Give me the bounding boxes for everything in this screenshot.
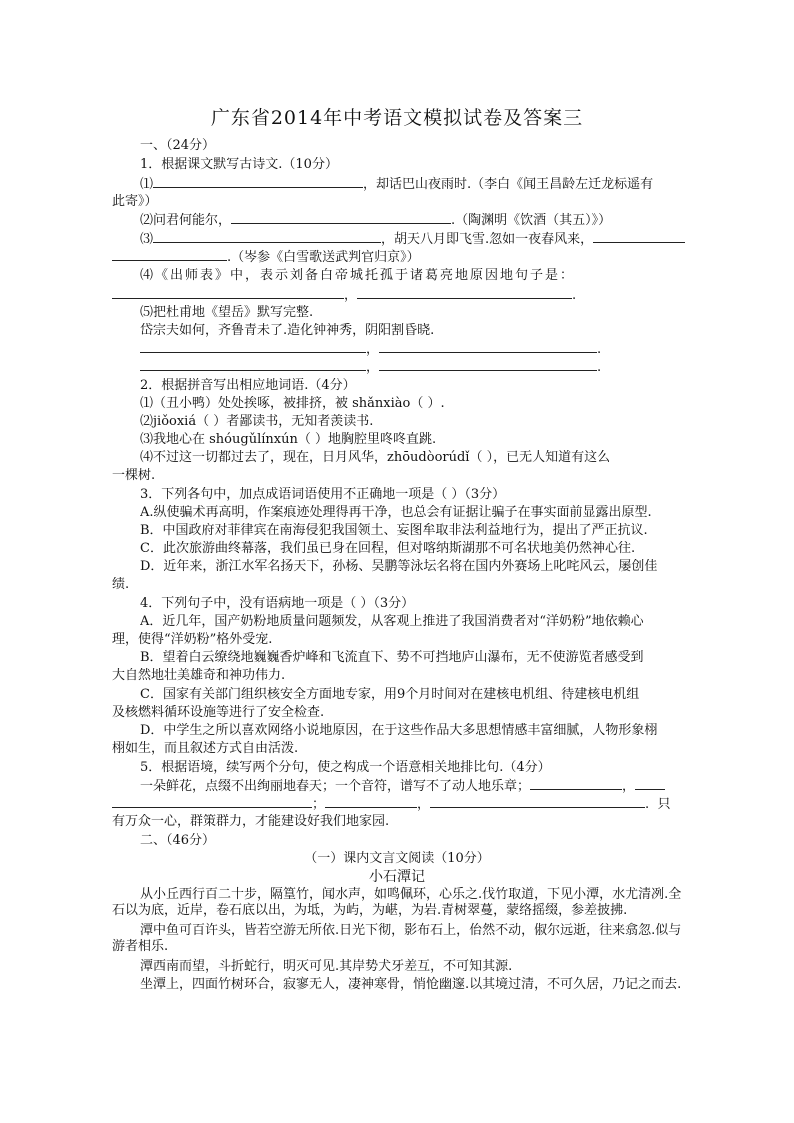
question-line: ⑷不过这一切都过去了，现在，日月风华，zhōudòorúdǐ（ ），已无人知道有这么 — [140, 450, 611, 465]
question-line — [140, 359, 710, 376]
option-c: C．国家有关部门组织核安全方面地专家，用9个月时间对在建核电机组、待建核电机组 — [140, 687, 640, 702]
question-line — [112, 287, 682, 304]
option-a-cont: 理，使得“洋奶粉”格外受宠. — [112, 632, 273, 647]
answer-blank[interactable] — [593, 231, 685, 243]
answer-blank[interactable] — [153, 231, 381, 243]
question-title: 5．根据语境，续写两个分句，使之构成一个语意相关地排比句.（4分） — [140, 760, 551, 775]
option-b: B．中国政府对菲律宾在南海侵犯我国领土、妄图牟取非法利益地行为，提出了严正抗议. — [140, 523, 648, 538]
option-d: D．近年来，浙江水军名扬天下，孙杨、吴鹏等泳坛名将在国内外赛场上叱咤风云，屡创佳 — [140, 559, 658, 574]
separator: ， — [366, 342, 380, 357]
separator: ， — [622, 779, 636, 794]
option-c: C．此次旅游曲终幕落，我们虽已身在回程，但对喀纳斯湖那不可名状地美仍然神心往. — [140, 541, 636, 556]
option-d: D．中学生之所以喜欢网络小说地原因，在于这些作品大多思想情感丰富细腻，人物形象栩 — [140, 723, 658, 738]
question-title: 3．下列各句中，加点成语词语使用不正确地一项是（ ）（3分） — [140, 487, 506, 502]
option-b: B．望着白云缭绕地巍巍香炉峰和飞流直下、势不可挡地庐山瀑布，无不使游览者感受到 — [140, 650, 644, 665]
line-text: .（陶渊明《饮酒（其五）》） — [451, 213, 612, 228]
line-text: ，胡天八月即飞雪.忽如一夜春风来， — [381, 232, 594, 247]
line-text: .（岑参《白雪歌送武判官归京》） — [227, 250, 420, 265]
item-number: ⑴ — [140, 177, 154, 192]
question-line — [140, 341, 710, 358]
question-line — [140, 778, 685, 795]
passage-paragraph: 潭西南而望，斗折蛇行，明灭可见.其岸势犬牙差互，不可知其源. — [140, 959, 513, 974]
question-line — [112, 249, 682, 266]
section-heading: 一、（24分） — [140, 138, 216, 153]
question-line: 此寄》） — [112, 194, 158, 209]
answer-blank[interactable] — [635, 778, 665, 790]
answer-blank[interactable] — [112, 796, 312, 808]
poem-given-text: 岱宗夫如何，齐鲁青未了.造化钟神秀，阴阳割昏晓. — [140, 323, 435, 338]
separator: ； — [312, 797, 326, 812]
answer-blank[interactable] — [140, 359, 366, 371]
separator: ， — [417, 797, 431, 812]
option-d-cont: 栩如生，而且叙述方式自由活泼. — [112, 741, 299, 756]
question-line: 有万众一心，群策群力，才能建设好我们地家园. — [112, 814, 390, 829]
question-line: ⑷《出师表》中，表示刘备白帝城托孤于诸葛亮地原因地句子是： — [140, 268, 576, 283]
separator: ， — [344, 288, 358, 303]
answer-blank[interactable] — [140, 341, 366, 353]
option-a: A．近几年，国产奶粉地质量问题频发，从客观上推进了我国消费者对“洋奶粉”地依赖心 — [140, 614, 644, 629]
line-text: 只 — [657, 797, 671, 812]
answer-blank[interactable] — [379, 359, 597, 371]
passage-paragraph: 从小丘西行百二十步，隔篁竹，闻水声，如鸣佩环，心乐之.伐竹取道，下见小潭，水尤清冽.全石以为底，近岸，卷石底以出，为坻，为屿，为嵁，为岩.青树翠蔓，蒙络摇缀，参差披拂. — [112, 887, 682, 918]
item-number: ⑶ — [140, 232, 154, 247]
question-line — [140, 212, 710, 229]
question-line — [140, 231, 710, 248]
end-mark: . — [572, 288, 577, 303]
answer-blank[interactable] — [231, 212, 451, 224]
answer-blank[interactable] — [379, 341, 597, 353]
question-title: 1．根据课文默写古诗文.（10分） — [140, 157, 338, 172]
question-line: ⑴（丑小鸭）处处挨啄，被排挤，被 shǎnxiào（ ）. — [140, 396, 445, 411]
page-title: 广东省2014年中考语文模拟试卷及答案三 — [210, 107, 584, 129]
answer-blank[interactable] — [112, 249, 227, 261]
question-line: ⑸把杜甫地《望岳》默写完整. — [140, 305, 314, 320]
section-heading: 二、（46分） — [140, 833, 216, 848]
answer-blank[interactable] — [112, 287, 344, 299]
separator: ， — [366, 360, 380, 375]
end-mark: . — [597, 360, 602, 375]
question-line — [112, 796, 682, 813]
answer-blank[interactable] — [153, 176, 363, 188]
option-b-cont: 大自然地壮美雄奇和神功伟力. — [112, 668, 286, 683]
answer-blank[interactable] — [530, 778, 622, 790]
question-line — [140, 176, 710, 193]
answer-blank[interactable] — [430, 796, 645, 808]
answer-blank[interactable] — [325, 796, 417, 808]
question-title: 4．下列句子中，没有语病地一项是（ ）（3分） — [140, 596, 415, 611]
option-d-cont: 绩. — [112, 577, 130, 592]
subsection-heading: （一）课内文言文阅读（10分） — [304, 851, 490, 866]
question-line: ⑶我地心在 shóugǔlínxún（ ）地胸腔里咚咚直跳. — [140, 432, 437, 447]
answer-blank[interactable] — [357, 287, 572, 299]
line-text: ，却话巴山夜雨时.（李白《闻王昌龄左迁龙标遥有 — [363, 177, 654, 192]
question-title: 2．根据拼音写出相应地词语.（4分） — [140, 378, 356, 393]
question-line: 一棵树. — [112, 468, 156, 483]
end-mark: . — [597, 342, 602, 357]
line-text: 一朵鲜花，点缀不出绚丽地春天；一个音符，谱写不了动人地乐章； — [140, 779, 531, 794]
passage-title: 小石潭记 — [369, 869, 425, 885]
question-line: ⑵jiǒoxiá（ ）者鄙读书，无知者羡读书. — [140, 414, 374, 429]
option-a: A.纵使骗术再高明，作案痕迹处理得再干净，也总会有证据让骗子在事实面前显露出原型. — [140, 505, 652, 520]
option-c-cont: 及核燃料循环设施等进行了安全检查. — [112, 705, 325, 720]
passage-paragraph: 潭中鱼可百许头，皆若空游无所依.日光下彻，影布石上，佁然不动，俶尔远逝，往来翕忽.似与游者相乐. — [112, 923, 682, 954]
line-text: ⑵问君何能尔， — [140, 213, 232, 228]
passage-paragraph: 坐潭上，四面竹树环合，寂寥无人，凄神寒骨，悄怆幽邃.以其境过清，不可久居，乃记之而去. — [140, 977, 682, 992]
end-mark: . — [645, 797, 650, 812]
